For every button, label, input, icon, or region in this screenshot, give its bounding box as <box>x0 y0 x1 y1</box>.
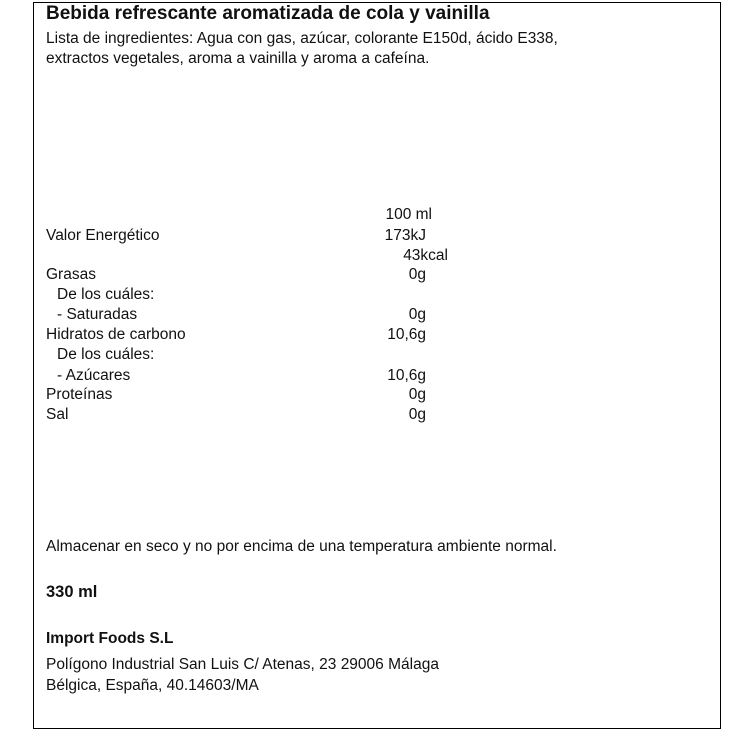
ingredients-line-1: Lista de ingredientes: Agua con gas, azúcar, colorante E150d, ácido E338, <box>46 30 558 47</box>
address-line-1: Polígono Industrial San Luis C/ Atenas, 23 29006 Málaga <box>46 656 439 673</box>
nutrition-row-value: 0g <box>408 306 426 323</box>
nutrition-row-value: 10,6g <box>387 367 426 384</box>
net-volume: 330 ml <box>46 583 98 601</box>
address-line-2: Bélgica, España, 40.14603/MA <box>46 677 259 694</box>
ingredients-list <box>46 29 558 69</box>
nutrition-row-value: 10,6g <box>387 326 426 343</box>
nutrition-row-label: Grasas <box>46 266 96 283</box>
company-name: Import Foods S.L <box>46 630 174 647</box>
nutrition-row-value: 0g <box>408 386 426 403</box>
company-address <box>46 654 439 696</box>
nutrition-row-value: 43kcal <box>403 247 448 264</box>
nutrition-row-label: - Saturadas <box>57 306 138 323</box>
product-title: Bebida refrescante aromatizada de cola y vainilla <box>46 3 490 24</box>
nutrition-row-label: De los cuáles: <box>57 286 155 303</box>
storage-instructions: Almacenar en seco y no por encima de una temperatura ambiente normal. <box>46 538 557 555</box>
nutrition-row-value: 0g <box>408 406 426 423</box>
nutrition-row-label: Valor Energético <box>46 227 160 244</box>
nutrition-header: 100 ml <box>385 206 432 223</box>
label-frame <box>33 2 721 729</box>
ingredients-line-2: extractos vegetales, aroma a vainilla y aroma a cafeína. <box>46 50 430 67</box>
nutrition-row-label: Proteínas <box>46 386 113 403</box>
nutrition-row-value: 0g <box>408 266 426 283</box>
nutrition-row-value: 173kJ <box>384 227 426 244</box>
nutrition-row-label: - Azúcares <box>57 367 131 384</box>
nutrition-row-label: De los cuáles: <box>57 346 155 363</box>
nutrition-row-label: Hidratos de carbono <box>46 326 186 343</box>
nutrition-row-label: Sal <box>46 406 69 423</box>
